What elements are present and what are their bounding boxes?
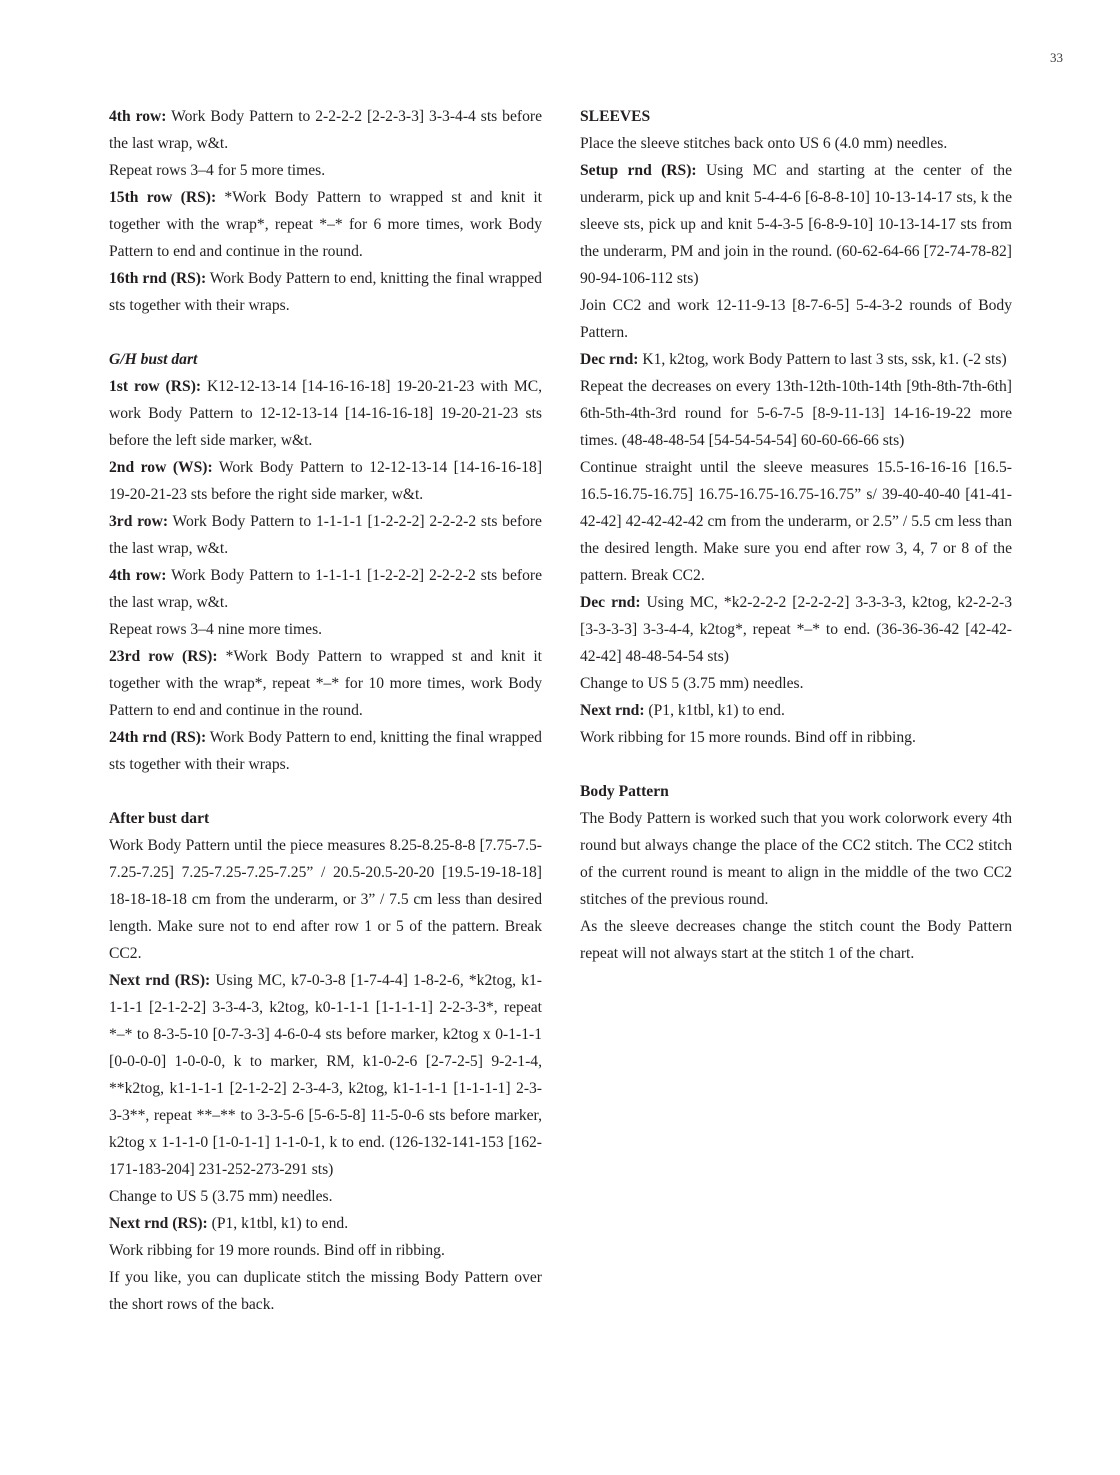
row-label: Next rnd (RS): xyxy=(109,1215,208,1232)
section-heading-body-pattern: Body Pattern xyxy=(580,783,669,800)
paragraph: Work ribbing for 19 more rounds. Bind off in ribbing. xyxy=(109,1242,445,1259)
left-column xyxy=(109,103,542,1318)
row-label: 23rd row (RS): xyxy=(109,648,218,665)
paragraph: Setup rnd (RS): Using MC and starting at the center of the underarm, pick up and knit 5-4-4-6 [6-8-8-10] 10-13-14-17 sts, k the sleeve sts, pick up and knit 5-4-3-5 [6-8-9-10] 10-13-14-17 sts from the underarm, PM and join in the round. (60-62-64-66 [72-74-78-82] 90-94-106-112 sts) xyxy=(580,162,1012,287)
page-number: 33 xyxy=(1050,50,1063,65)
row-label: 2nd row (WS): xyxy=(109,459,213,476)
row-label: 3rd row: xyxy=(109,513,169,530)
paragraph: Join CC2 and work 12-11-9-13 [8-7-6-5] 5-4-3-2 rounds of Body Pattern. xyxy=(580,297,1012,341)
section-heading-gh-bust-dart: G/H bust dart xyxy=(109,351,198,368)
paragraph: Change to US 5 (3.75 mm) needles. xyxy=(580,675,804,692)
paragraph: Repeat rows 3–4 for 5 more times. xyxy=(109,162,326,179)
spacer xyxy=(580,751,1012,778)
section-heading-after-bust-dart: After bust dart xyxy=(109,810,210,827)
section-heading-sleeves: SLEEVES xyxy=(580,108,651,125)
paragraph: Work Body Pattern until the piece measures 8.25-8.25-8-8 [7.75-7.5-7.25-7.25] 7.25-7.25-7.25-7.25” / 20.5-20.5-20-20 [19.5-19-18-18] 18-18-18-18 cm from the underarm, or 3” / 7.5 cm less than desired length. Make sure not to end after row 1 or 5 of the pattern. Break CC2. xyxy=(109,837,542,962)
paragraph: The Body Pattern is worked such that you work colorwork every 4th round but always change the place of the CC2 stitch. The CC2 stitch of the current round is meant to align in the middle of the two CC2 stitches of the previous round. xyxy=(580,810,1012,908)
row-label: Setup rnd (RS): xyxy=(580,162,697,179)
paragraph: Continue straight until the sleeve measures 15.5-16-16-16 [16.5-16.5-16.75-16.75] 16.75-16.75-16.75-16.75” s/ 39-40-40-40 [41-41-42-42] 42-42-42-42 cm from the underarm, or 2.5” / 5.5 cm less than the desired length. Make sure you end after row 3, 4, 7 or 8 of the pattern. Break CC2. xyxy=(580,459,1012,584)
paragraph: Repeat rows 3–4 nine more times. xyxy=(109,621,323,638)
row-label: Next rnd (RS): xyxy=(109,972,211,989)
row-label: Dec rnd: xyxy=(580,351,639,368)
right-column xyxy=(580,103,1012,967)
paragraph: 4th row: Work Body Pattern to 1-1-1-1 [1-2-2-2] 2-2-2-2 sts before the last wrap, w&t. xyxy=(109,567,542,611)
paragraph: Dec rnd: Using MC, *k2-2-2-2 [2-2-2-2] 3-3-3-3, k2tog, k2-2-2-3 [3-3-3-3] 3-3-4-4, k2tog*, repeat *–* to end. (36-36-36-42 [42-42-42-42] 48-48-54-54 sts) xyxy=(580,594,1012,665)
row-label: Next rnd: xyxy=(580,702,645,719)
paragraph: 23rd row (RS): *Work Body Pattern to wrapped st and knit it together with the wrap*, repeat *–* for 10 more times, work Body Pattern to end and continue in the round. xyxy=(109,648,542,719)
paragraph: 2nd row (WS): Work Body Pattern to 12-12-13-14 [14-16-16-18] 19-20-21-23 sts before the right side marker, w&t. xyxy=(109,459,543,503)
paragraph: Next rnd: (P1, k1tbl, k1) to end. xyxy=(580,702,785,719)
paragraph: 24th rnd (RS): Work Body Pattern to end, knitting the final wrapped sts together with their wraps. xyxy=(109,729,542,773)
spacer xyxy=(109,778,542,805)
paragraph: As the sleeve decreases change the stitch count the Body Pattern repeat will not always start at the stitch 1 of the chart. xyxy=(580,918,1012,962)
row-label: Dec rnd: xyxy=(580,594,641,611)
paragraph: If you like, you can duplicate stitch the missing Body Pattern over the short rows of the back. xyxy=(109,1269,542,1313)
paragraph: 16th rnd (RS): Work Body Pattern to end, knitting the final wrapped sts together with their wraps. xyxy=(109,270,542,314)
row-label: 15th row (RS): xyxy=(109,189,217,206)
spacer xyxy=(109,319,542,346)
row-label: 4th row: xyxy=(109,567,167,584)
paragraph: Change to US 5 (3.75 mm) needles. xyxy=(109,1188,333,1205)
paragraph: 3rd row: Work Body Pattern to 1-1-1-1 [1-2-2-2] 2-2-2-2 sts before the last wrap, w&t. xyxy=(109,513,542,557)
row-label: 1st row (RS): xyxy=(109,378,202,395)
row-label: 24th rnd (RS): xyxy=(109,729,207,746)
paragraph: Work ribbing for 15 more rounds. Bind off in ribbing. xyxy=(580,729,916,746)
row-label: 4th row: xyxy=(109,108,167,125)
paragraph: Dec rnd: K1, k2tog, work Body Pattern to last 3 sts, ssk, k1. (-2 sts) xyxy=(580,351,1007,368)
paragraph: Repeat the decreases on every 13th-12th-10th-14th [9th-8th-7th-6th] 6th-5th-4th-3rd round for 5-6-7-5 [8-9-11-13] 14-16-19-22 more times. (48-48-48-54 [54-54-54-54] 60-60-66-66 sts) xyxy=(580,378,1012,449)
row-label: 16th rnd (RS): xyxy=(109,270,207,287)
paragraph: 4th row: Work Body Pattern to 2-2-2-2 [2-2-3-3] 3-3-4-4 sts before the last wrap, w&t. xyxy=(109,108,542,152)
paragraph: Next rnd (RS): (P1, k1tbl, k1) to end. xyxy=(109,1215,349,1232)
paragraph: 15th row (RS): *Work Body Pattern to wrapped st and knit it together with the wrap*, repeat *–* for 6 more times, work Body Pattern to end and continue in the round. xyxy=(109,189,542,260)
paragraph: Next rnd (RS): Using MC, k7-0-3-8 [1-7-4-4] 1-8-2-6, *k2tog, k1-1-1-1 [2-1-2-2] 3-3-4-3, k2tog, k0-1-1-1 [1-1-1-1] 2-2-3-3*, repeat *–* to 8-3-5-10 [0-7-3-3] 4-6-0-4 sts before marker, k2tog x 0-1-1-1 [0-0-0-0] 1-0-0-0, k to marker, RM, k1-0-2-6 [2-7-2-5] 9-2-1-4, **k2tog, k1-1-1-1 [2-1-2-2] 2-3-4-3, k2tog, k1-1-1-1 [1-1-1-1] 2-3-3-3**, repeat **–** to 3-3-5-6 [5-6-5-8] 11-5-0-6 sts before marker, k2tog x 1-1-1-0 [1-0-1-1] 1-1-0-1, k to end. (126-132-141-153 [162-171-183-204] 231-252-273-291 sts) xyxy=(109,972,543,1178)
paragraph: Place the sleeve stitches back onto US 6 (4.0 mm) needles. xyxy=(580,135,948,152)
paragraph: 1st row (RS): K12-12-13-14 [14-16-16-18] 19-20-21-23 with MC, work Body Pattern to 12-12-13-14 [14-16-16-18] 19-20-21-23 sts before the left side marker, w&t. xyxy=(109,378,542,449)
